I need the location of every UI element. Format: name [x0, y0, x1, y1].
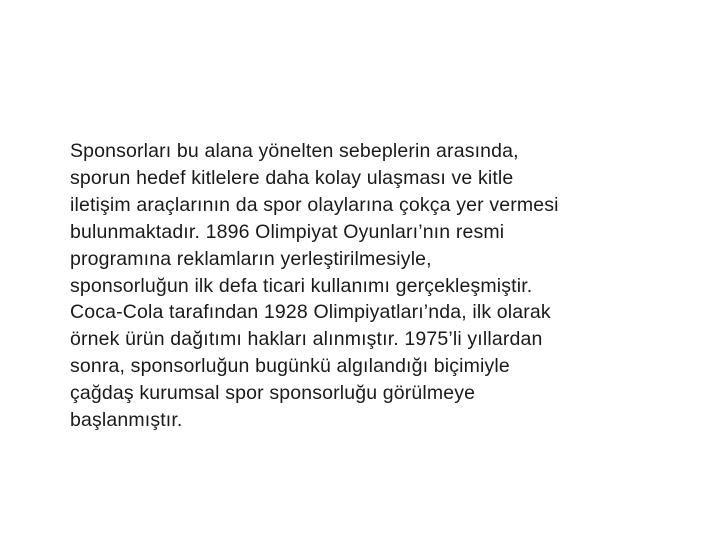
- paragraph-line: sonra, sponsorluğun bugünkü algılandığı biçimiyle: [70, 355, 510, 378]
- paragraph-line: iletişim araçlarının da spor olaylarına çokça yer vermesi: [70, 193, 559, 216]
- paragraph-line: başlanmıştır.: [70, 409, 183, 432]
- paragraph-line: Coca-Cola tarafından 1928 Olimpiyatları’nda, ilk olarak: [70, 301, 551, 324]
- paragraph-line: örnek ürün dağıtımı hakları alınmıştır. 1975’li yıllardan: [70, 328, 543, 351]
- paragraph-line: bulunmaktadır. 1896 Olimpiyat Oyunları’nın resmi: [70, 220, 505, 243]
- paragraph-line: çağdaş kurumsal spor sponsorluğu görülmeye: [70, 382, 476, 405]
- paragraph-line: sponsorluğun ilk defa ticari kullanımı gerçekleşmiştir.: [70, 274, 533, 297]
- paragraph-line: sporun hedef kitlelere daha kolay ulaşması ve kitle: [70, 166, 514, 189]
- paragraph-line: programına reklamların yerleştirilmesiyle,: [70, 247, 432, 270]
- body-paragraph: [70, 138, 685, 434]
- paragraph-line: Sponsorları bu alana yönelten sebeplerin arasında,: [70, 140, 519, 162]
